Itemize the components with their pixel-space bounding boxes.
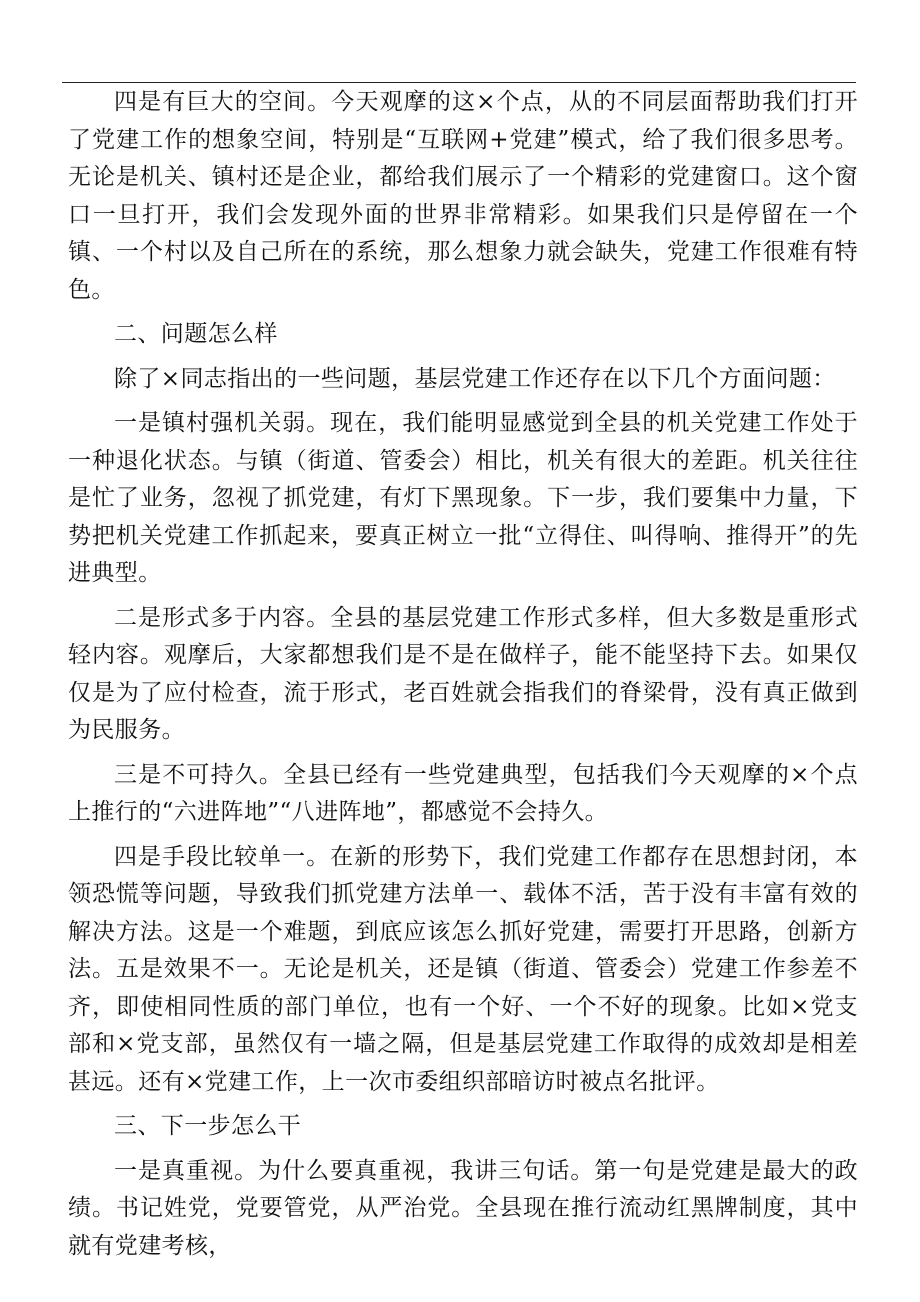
paragraph-problem-four: 四是手段比较单一。在新的形势下，我们党建工作都存在思想封闭，本领恐慌等问题，导致我们抓党建方法单一、载体不活，苦于没有丰富有效的解决方法。这是一个难题，到底应该怎么抓好党建，需要打开思路，创新方法。五是效果不一。无论是机关，还是镇（街道、管委会）党建工作参差不齐，即使相同性质的部门单位，也有一个好、一个不好的现象。比如×党支部和×党支部，虽然仅有一墙之隔，但是基层党建工作取得的成效却是相差甚远。还有×党建工作，上一次市委组织部暗访时被点名批评。 <box>68 843 858 1095</box>
section-heading-problems: 二、问题怎么样 <box>114 321 278 347</box>
paragraph-problems-intro: 除了×同志指出的一些问题，基层党建工作还存在以下几个方面问题： <box>114 365 836 392</box>
paragraph-problem-two: 二是形式多于内容。全县的基层党建工作形式多样，但大多数是重形式轻内容。观摩后，大家都想我们是不是在做样子，能不能坚持下去。如果仅仅是为了应付检查，流于形式，老百姓就会指我们的脊梁骨，没有真正做到为民服务。 <box>68 604 858 743</box>
paragraph-problem-three: 三是不可持久。全县已经有一些党建典型，包括我们今天观摩的×个点上推行的“六进阵地”“八进阵地”，都感觉不会持久。 <box>68 761 858 825</box>
paragraph-next-step-one: 一是真重视。为什么要真重视，我讲三句话。第一句是党建是最大的政绩。书记姓党，党要管党，从严治党。全县现在推行流动红黑牌制度，其中就有党建考核， <box>68 1157 858 1259</box>
section-heading-next-steps: 三、下一步怎么干 <box>114 1113 302 1139</box>
header-rule <box>62 82 856 83</box>
document-body <box>68 84 858 1265</box>
paragraph-problem-one: 一是镇村强机关弱。现在，我们能明显感觉到全县的机关党建工作处于一种退化状态。与镇（街道、管委会）相比，机关有很大的差距。机关往往是忙了业务，忽视了抓党建，有灯下黑现象。下一步，我们要集中力量，下势把机关党建工作抓起来，要真正树立一批“立得住、叫得响、推得开”的先进典型。 <box>68 410 858 586</box>
paragraph-space: 四是有巨大的空间。今天观摩的这×个点，从的不同层面帮助我们打开了党建工作的想象空间，特别是“互联网+党建”模式，给了我们很多思考。无论是机关、镇村还是企业，都给我们展示了一个精彩的党建窗口。这个窗口一旦打开，我们会发现外面的世界非常精彩。如果我们只是停留在一个镇、一个村以及自己所在的系统，那么想象力就会缺失，党建工作很难有特色。 <box>68 89 858 303</box>
